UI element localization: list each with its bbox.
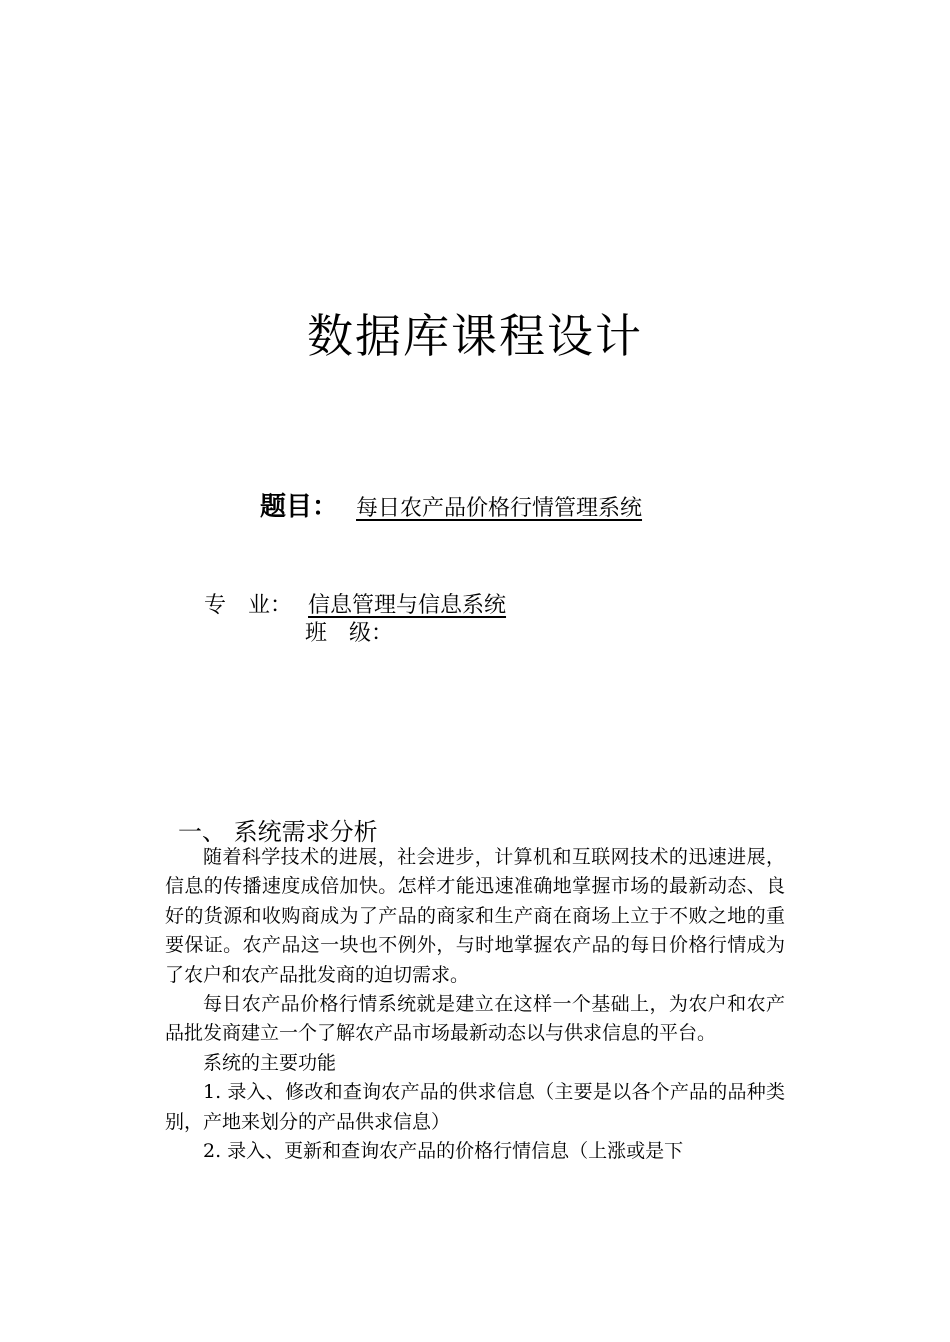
major-value: 信息管理与信息系统 bbox=[308, 593, 507, 618]
list-item: 1. 录入、修改和查询农产品的供求信息（主要是以各个产品的品种类别，产地来划分的产品供求信息） bbox=[165, 1081, 785, 1133]
document-title: 数据库课程设计 bbox=[307, 309, 643, 363]
paragraph: 系统的主要功能 bbox=[203, 1051, 337, 1074]
list-item: 2. 录入、更新和查询农产品的价格行情信息（上涨或是下 bbox=[203, 1140, 684, 1163]
paragraph: 随着科学技术的进展，社会进步，计算机和互联网技术的迅速进展，信息的传播速度成倍加快。怎样才能迅速准确地掌握市场的最新动态、良好的货源和收购商成为了产品的商家和生产商在商场上立于不败之地的重要保证。农产品这一块也不例外，与时地掌握农产品的每日价格行情成为了农户和农产品批发商的迫切需求。 bbox=[165, 846, 785, 986]
topic-label: 题目： bbox=[260, 492, 339, 522]
major-row bbox=[204, 588, 518, 619]
section-heading: 一、 系统需求分析 bbox=[178, 818, 378, 846]
major-label: 专 业： bbox=[204, 593, 293, 618]
topic-value: 每日农产品价格行情管理系统 bbox=[356, 496, 643, 521]
section-body bbox=[165, 843, 785, 1166]
topic-row bbox=[260, 486, 656, 523]
class-label: 班 级： bbox=[305, 621, 394, 646]
class-row bbox=[305, 616, 393, 647]
paragraph: 每日农产品价格行情系统就是建立在这样一个基础上，为农户和农产品批发商建立一个了解农产品市场最新动态以与供求信息的平台。 bbox=[165, 993, 785, 1045]
